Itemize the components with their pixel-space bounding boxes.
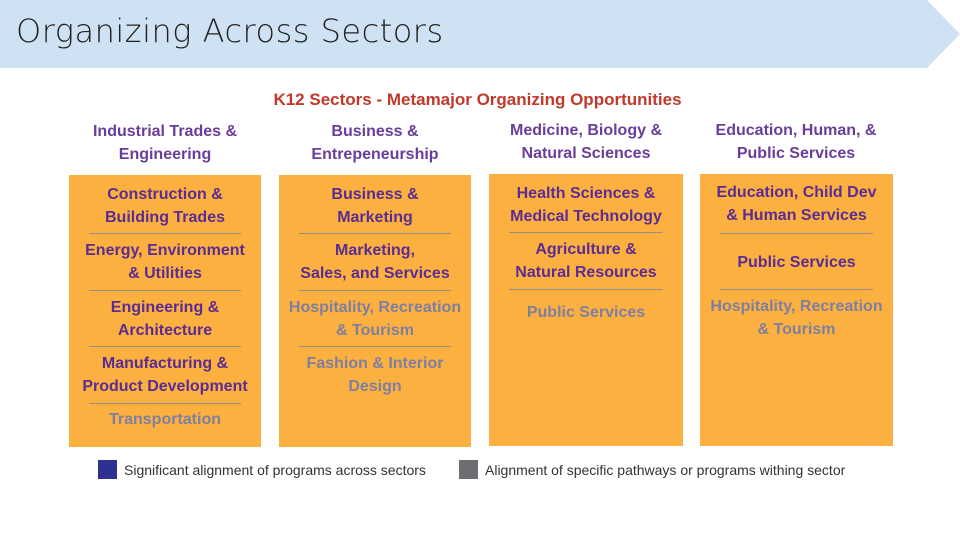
sector-item-line: Manufacturing & xyxy=(101,355,229,372)
sector-item-line: Hospitality, Recreation xyxy=(288,299,462,316)
legend-label: Significant alignment of programs across sectors xyxy=(124,462,426,478)
sector-item xyxy=(700,251,893,274)
column-header-education xyxy=(700,119,892,165)
legend-item-specific xyxy=(459,460,879,480)
sector-item-line: & Tourism xyxy=(757,321,836,338)
legend-swatch-significant xyxy=(98,460,117,479)
sector-item-line: & Utilities xyxy=(128,265,202,282)
item-divider xyxy=(509,289,663,290)
item-divider xyxy=(299,346,451,347)
sector-item-line: & Human Services xyxy=(726,207,867,224)
item-divider xyxy=(89,233,241,234)
legend-item-significant xyxy=(98,460,448,480)
legend-swatch-specific xyxy=(459,460,478,479)
sector-item xyxy=(69,352,261,398)
column-header-line: Public Services xyxy=(736,145,856,162)
sector-item-line: Engineering & xyxy=(110,299,220,316)
sector-item-line: Education, Child Dev xyxy=(716,184,877,201)
sector-item xyxy=(700,295,893,341)
sector-box-industrial xyxy=(69,175,261,447)
sector-item-line: Design xyxy=(348,378,402,395)
chart-title: K12 Sectors - Metamajor Organizing Opportunities xyxy=(273,90,682,109)
column-header-line: Industrial Trades & xyxy=(92,123,238,140)
sector-item-line: Marketing, xyxy=(334,242,415,259)
sector-item-line: Construction & xyxy=(107,186,223,203)
item-divider xyxy=(299,233,451,234)
sector-item xyxy=(69,408,261,431)
item-divider xyxy=(720,233,873,234)
sector-item xyxy=(279,183,471,229)
sector-item-line: Energy, Environment xyxy=(85,242,245,259)
sector-item-line: Architecture xyxy=(117,322,213,339)
sector-item-line: Public Services xyxy=(737,254,856,271)
sector-item-line: Agriculture & xyxy=(535,241,637,258)
sector-box-business xyxy=(279,175,471,447)
sector-item xyxy=(279,239,471,285)
item-divider xyxy=(89,346,241,347)
column-header-line: Natural Sciences xyxy=(521,145,651,162)
sector-item xyxy=(69,183,261,229)
sector-item xyxy=(69,239,261,285)
item-divider xyxy=(720,289,873,290)
column-header-medicine xyxy=(490,119,682,165)
column-header-line: Business & xyxy=(331,123,419,140)
legend-label: Alignment of specific pathways or programs withing sector xyxy=(485,462,846,478)
sector-item-line: Transportation xyxy=(108,411,221,428)
sector-box-education xyxy=(700,174,893,446)
item-divider xyxy=(299,290,451,291)
column-header-industrial xyxy=(70,120,260,166)
sector-item-line: Medical Technology xyxy=(510,208,662,225)
title-banner xyxy=(0,0,960,68)
column-header-line: Education, Human, & xyxy=(715,122,877,139)
sector-item xyxy=(279,352,471,398)
sector-item-line: Sales, and Services xyxy=(300,265,450,282)
sector-item xyxy=(700,181,893,227)
column-header-line: Medicine, Biology & xyxy=(509,122,662,139)
column-header-line: Entrepeneurship xyxy=(311,146,439,163)
sector-item xyxy=(489,238,683,284)
sector-item-line: Hospitality, Recreation xyxy=(710,298,883,315)
sector-box-medicine xyxy=(489,174,683,446)
sector-item-line: & Tourism xyxy=(336,322,414,339)
sector-item-line: Natural Resources xyxy=(515,264,657,281)
sector-item-line: Public Services xyxy=(526,304,646,321)
column-header-business xyxy=(280,120,470,166)
item-divider xyxy=(89,403,241,404)
sector-item-line: Business & xyxy=(331,186,419,203)
slide-title: Organizing Across Sectors xyxy=(16,12,444,50)
sector-item xyxy=(489,301,683,324)
item-divider xyxy=(89,290,241,291)
sector-item-line: Marketing xyxy=(337,209,413,226)
sector-item xyxy=(279,296,471,342)
item-divider xyxy=(509,232,663,233)
sector-item-line: Building Trades xyxy=(104,209,225,226)
sector-item xyxy=(489,182,683,228)
column-header-line: Engineering xyxy=(118,146,212,163)
sector-item-line: Health Sciences & xyxy=(516,185,656,202)
sector-item-line: Fashion & Interior xyxy=(306,355,444,372)
sector-item-line: Product Development xyxy=(82,378,248,395)
sector-item xyxy=(69,296,261,342)
